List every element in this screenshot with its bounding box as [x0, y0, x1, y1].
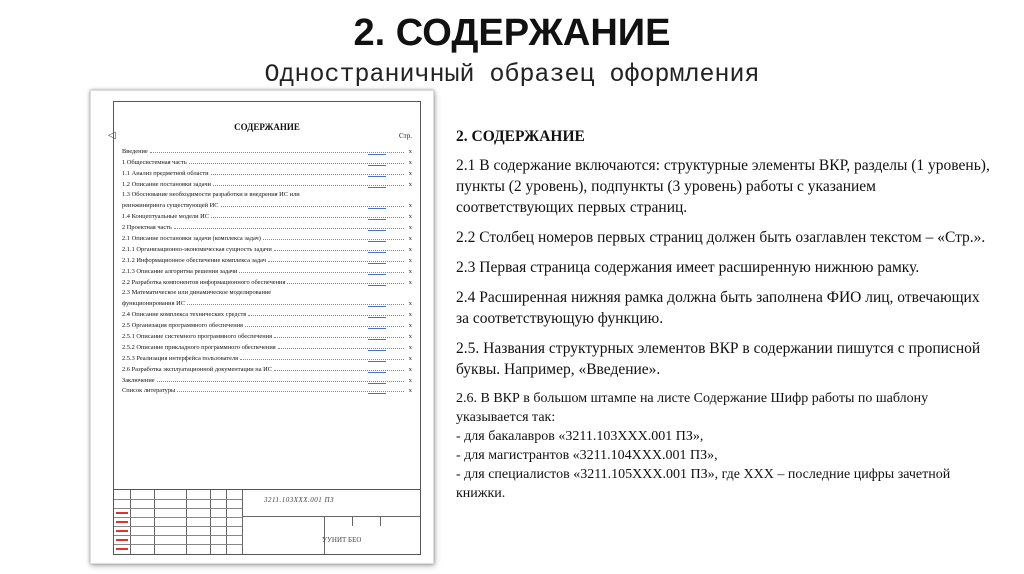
- toc-dot-leader: [221, 206, 404, 207]
- toc-entry: [122, 177, 412, 188]
- toc-entry-page: x: [408, 343, 412, 351]
- paragraph-2-1: 2.1 В содержание включаются: структурные элементы ВКР, разделы (1 уровень), пункты (2 уровень), подпункты (3 уровень) работы с указанием соответствующих первых страниц.: [456, 157, 990, 216]
- toc-dot-leader: [268, 261, 404, 262]
- toc-entry: [122, 318, 412, 329]
- toc-entry: [122, 373, 412, 384]
- toc-dot-leader: [211, 174, 404, 175]
- title-block-stamp: [114, 489, 420, 554]
- toc-entry: [122, 296, 412, 307]
- toc-entry-page: x: [408, 365, 412, 373]
- cipher-master: - для магистрантов «3211.104ХХХ.001 ПЗ»,: [456, 448, 718, 463]
- toc-entry-page: x: [408, 278, 412, 286]
- toc-dot-leader: [274, 337, 404, 338]
- toc-entry-page: x: [408, 147, 412, 155]
- cursor-icon: ◁: [108, 130, 116, 141]
- toc-entry-title: Введение: [122, 147, 148, 155]
- toc-entry-title: 2.5.2 Описание прикладного программного обеспечения: [122, 343, 276, 351]
- toc-entry-title: 1.2 Описание постановки задачи: [122, 180, 211, 188]
- toc-entry-page: x: [408, 300, 412, 308]
- toc-dot-leader: [174, 228, 404, 229]
- toc-entry-title: 2.5.3 Реализация интерфейса пользователя: [122, 354, 239, 362]
- content-heading: 2. СОДЕРЖАНИЕ: [456, 128, 585, 145]
- toc-entry-page: x: [408, 322, 412, 330]
- toc-entry: [122, 264, 412, 275]
- toc-entry-page: x: [408, 158, 412, 166]
- toc-list: [122, 144, 412, 394]
- toc-entry: [122, 166, 412, 177]
- toc-entry: [122, 286, 412, 297]
- toc-entry-title: функционирования ИС: [122, 300, 185, 308]
- toc-entry: [122, 198, 412, 209]
- stamp-organization: УУНИТ БЕО: [322, 536, 362, 544]
- toc-entry-title: 2.6 Разработка эксплуатационной документации на ИС: [122, 365, 273, 373]
- toc-entry: [122, 329, 412, 340]
- toc-entry: [122, 188, 412, 199]
- toc-entry: [122, 209, 412, 220]
- stamp-code: 3211.103ХХХ.001 ПЗ: [264, 496, 335, 504]
- toc-entry-title: 2.1 Описание постановки задачи (комплекса задач): [122, 235, 261, 243]
- toc-entry-page: x: [408, 202, 412, 210]
- toc-entry-page: x: [408, 245, 412, 253]
- cipher-bachelor: - для бакалавров «3211.103ХХХ.001 ПЗ»,: [456, 429, 704, 444]
- requirements-text: [456, 126, 996, 503]
- toc-entry-page: x: [408, 267, 412, 275]
- toc-entry-title: 2.1.3 Описание алгоритма решения задачи: [122, 267, 238, 275]
- paragraph-2-2: 2.2 Столбец номеров первых страниц должен быть озаглавлен текстом – «Стр.».: [456, 229, 986, 246]
- toc-entry-title: 2.2 Разработка компонентов информационного обеспечения: [122, 278, 286, 286]
- toc-dot-leader: [157, 381, 404, 382]
- paragraph-2-3: 2.3 Первая страница содержания имеет расширенную нижнюю рамку.: [456, 259, 920, 276]
- toc-entry-page: x: [408, 224, 412, 232]
- paragraph-2-4: 2.4 Расширенная нижняя рамка должна быть заполнена ФИО лиц, отвечающих за соответствующую функцию.: [456, 289, 980, 327]
- toc-dot-leader: [248, 315, 404, 316]
- toc-entry: [122, 307, 412, 318]
- toc-dot-leader: [245, 326, 404, 327]
- toc-entry: [122, 155, 412, 166]
- toc-entry-page: x: [408, 235, 412, 243]
- paragraph-2-6: 2.6. В ВКР в большом штампе на листе Содержание Шифр работы по шаблону указывается так:: [456, 391, 929, 425]
- toc-entry: [122, 340, 412, 351]
- toc-entry-title: 2.1.2 Информационное обеспечение комплекса задач: [122, 256, 266, 264]
- toc-entry-page: x: [408, 376, 412, 384]
- toc-entry-title: Список литературы: [122, 387, 176, 395]
- toc-entry-title: 2.3 Математическое или динамическое моделирование: [122, 289, 272, 297]
- toc-entry-page: x: [408, 169, 412, 177]
- toc-entry-title: 1.1 Анализ предметной области: [122, 169, 209, 177]
- toc-entry-title: Заключение: [122, 376, 155, 384]
- toc-entry-title: реинжиниринга существующей ИС: [122, 202, 219, 210]
- toc-entry-page: x: [408, 387, 412, 395]
- toc-entry-title: 2.5 Организация программного обеспечения: [122, 322, 243, 330]
- toc-entry-page: x: [408, 180, 412, 188]
- paragraph-2-5: 2.5. Названия структурных элементов ВКР в содержании пишутся с прописной буквы. Например, «Введение».: [456, 340, 981, 378]
- toc-entry: [122, 384, 412, 395]
- toc-entry-title: 1.3 Обоснование необходимости разработки и внедрения ИС или: [122, 191, 300, 199]
- toc-entry: [122, 144, 412, 155]
- toc-entry: [122, 253, 412, 264]
- toc-entry-page: x: [408, 333, 412, 341]
- document-thumbnail: [90, 90, 434, 564]
- toc-dot-leader: [287, 283, 404, 284]
- toc-entry: [122, 231, 412, 242]
- toc-dot-leader: [187, 304, 404, 305]
- toc-entry-title: 1 Общесистемная часть: [122, 158, 187, 166]
- toc-entry: [122, 275, 412, 286]
- toc-entry: [122, 242, 412, 253]
- slide-subtitle: Одностраничный образец оформления: [264, 60, 760, 89]
- toc-dot-leader: [274, 370, 404, 371]
- thumbnail-heading: СОДЕРЖАНИЕ: [234, 122, 300, 132]
- toc-dot-leader: [189, 163, 404, 164]
- toc-entry-title: 2 Проектная часть: [122, 224, 172, 232]
- toc-dot-leader: [274, 250, 404, 251]
- toc-entry: [122, 220, 412, 231]
- toc-entry-title: 2.5.1 Описание системного программного обеспечения: [122, 333, 273, 341]
- slide-title: 2. СОДЕРЖАНИЕ: [353, 12, 671, 54]
- toc-entry: [122, 351, 412, 362]
- toc-entry-page: x: [408, 311, 412, 319]
- toc-dot-leader: [239, 272, 404, 273]
- toc-entry: [122, 362, 412, 373]
- toc-dot-leader: [211, 217, 404, 218]
- toc-dot-leader: [263, 239, 404, 240]
- toc-dot-leader: [278, 348, 404, 349]
- toc-entry-title: 2.1.1 Организационно-экономическая сущность задачи: [122, 245, 272, 253]
- toc-dot-leader: [240, 359, 404, 360]
- cipher-specialist: - для специалистов «3211.105ХХХ.001 ПЗ», где ХХХ – последние цифры зачетной книжки.: [456, 467, 951, 501]
- toc-entry-page: x: [408, 213, 412, 221]
- toc-dot-leader: [213, 185, 404, 186]
- toc-entry-page: x: [408, 256, 412, 264]
- page-column-label: Стр.: [399, 132, 412, 140]
- page-frame: [108, 101, 421, 555]
- toc-dot-leader: [177, 391, 404, 392]
- toc-entry-title: 1.4 Концептуальные модели ИС: [122, 213, 210, 221]
- toc-entry-title: 2.4 Описание комплекса технических средств: [122, 311, 247, 319]
- toc-entry-page: x: [408, 354, 412, 362]
- toc-dot-leader: [150, 152, 404, 153]
